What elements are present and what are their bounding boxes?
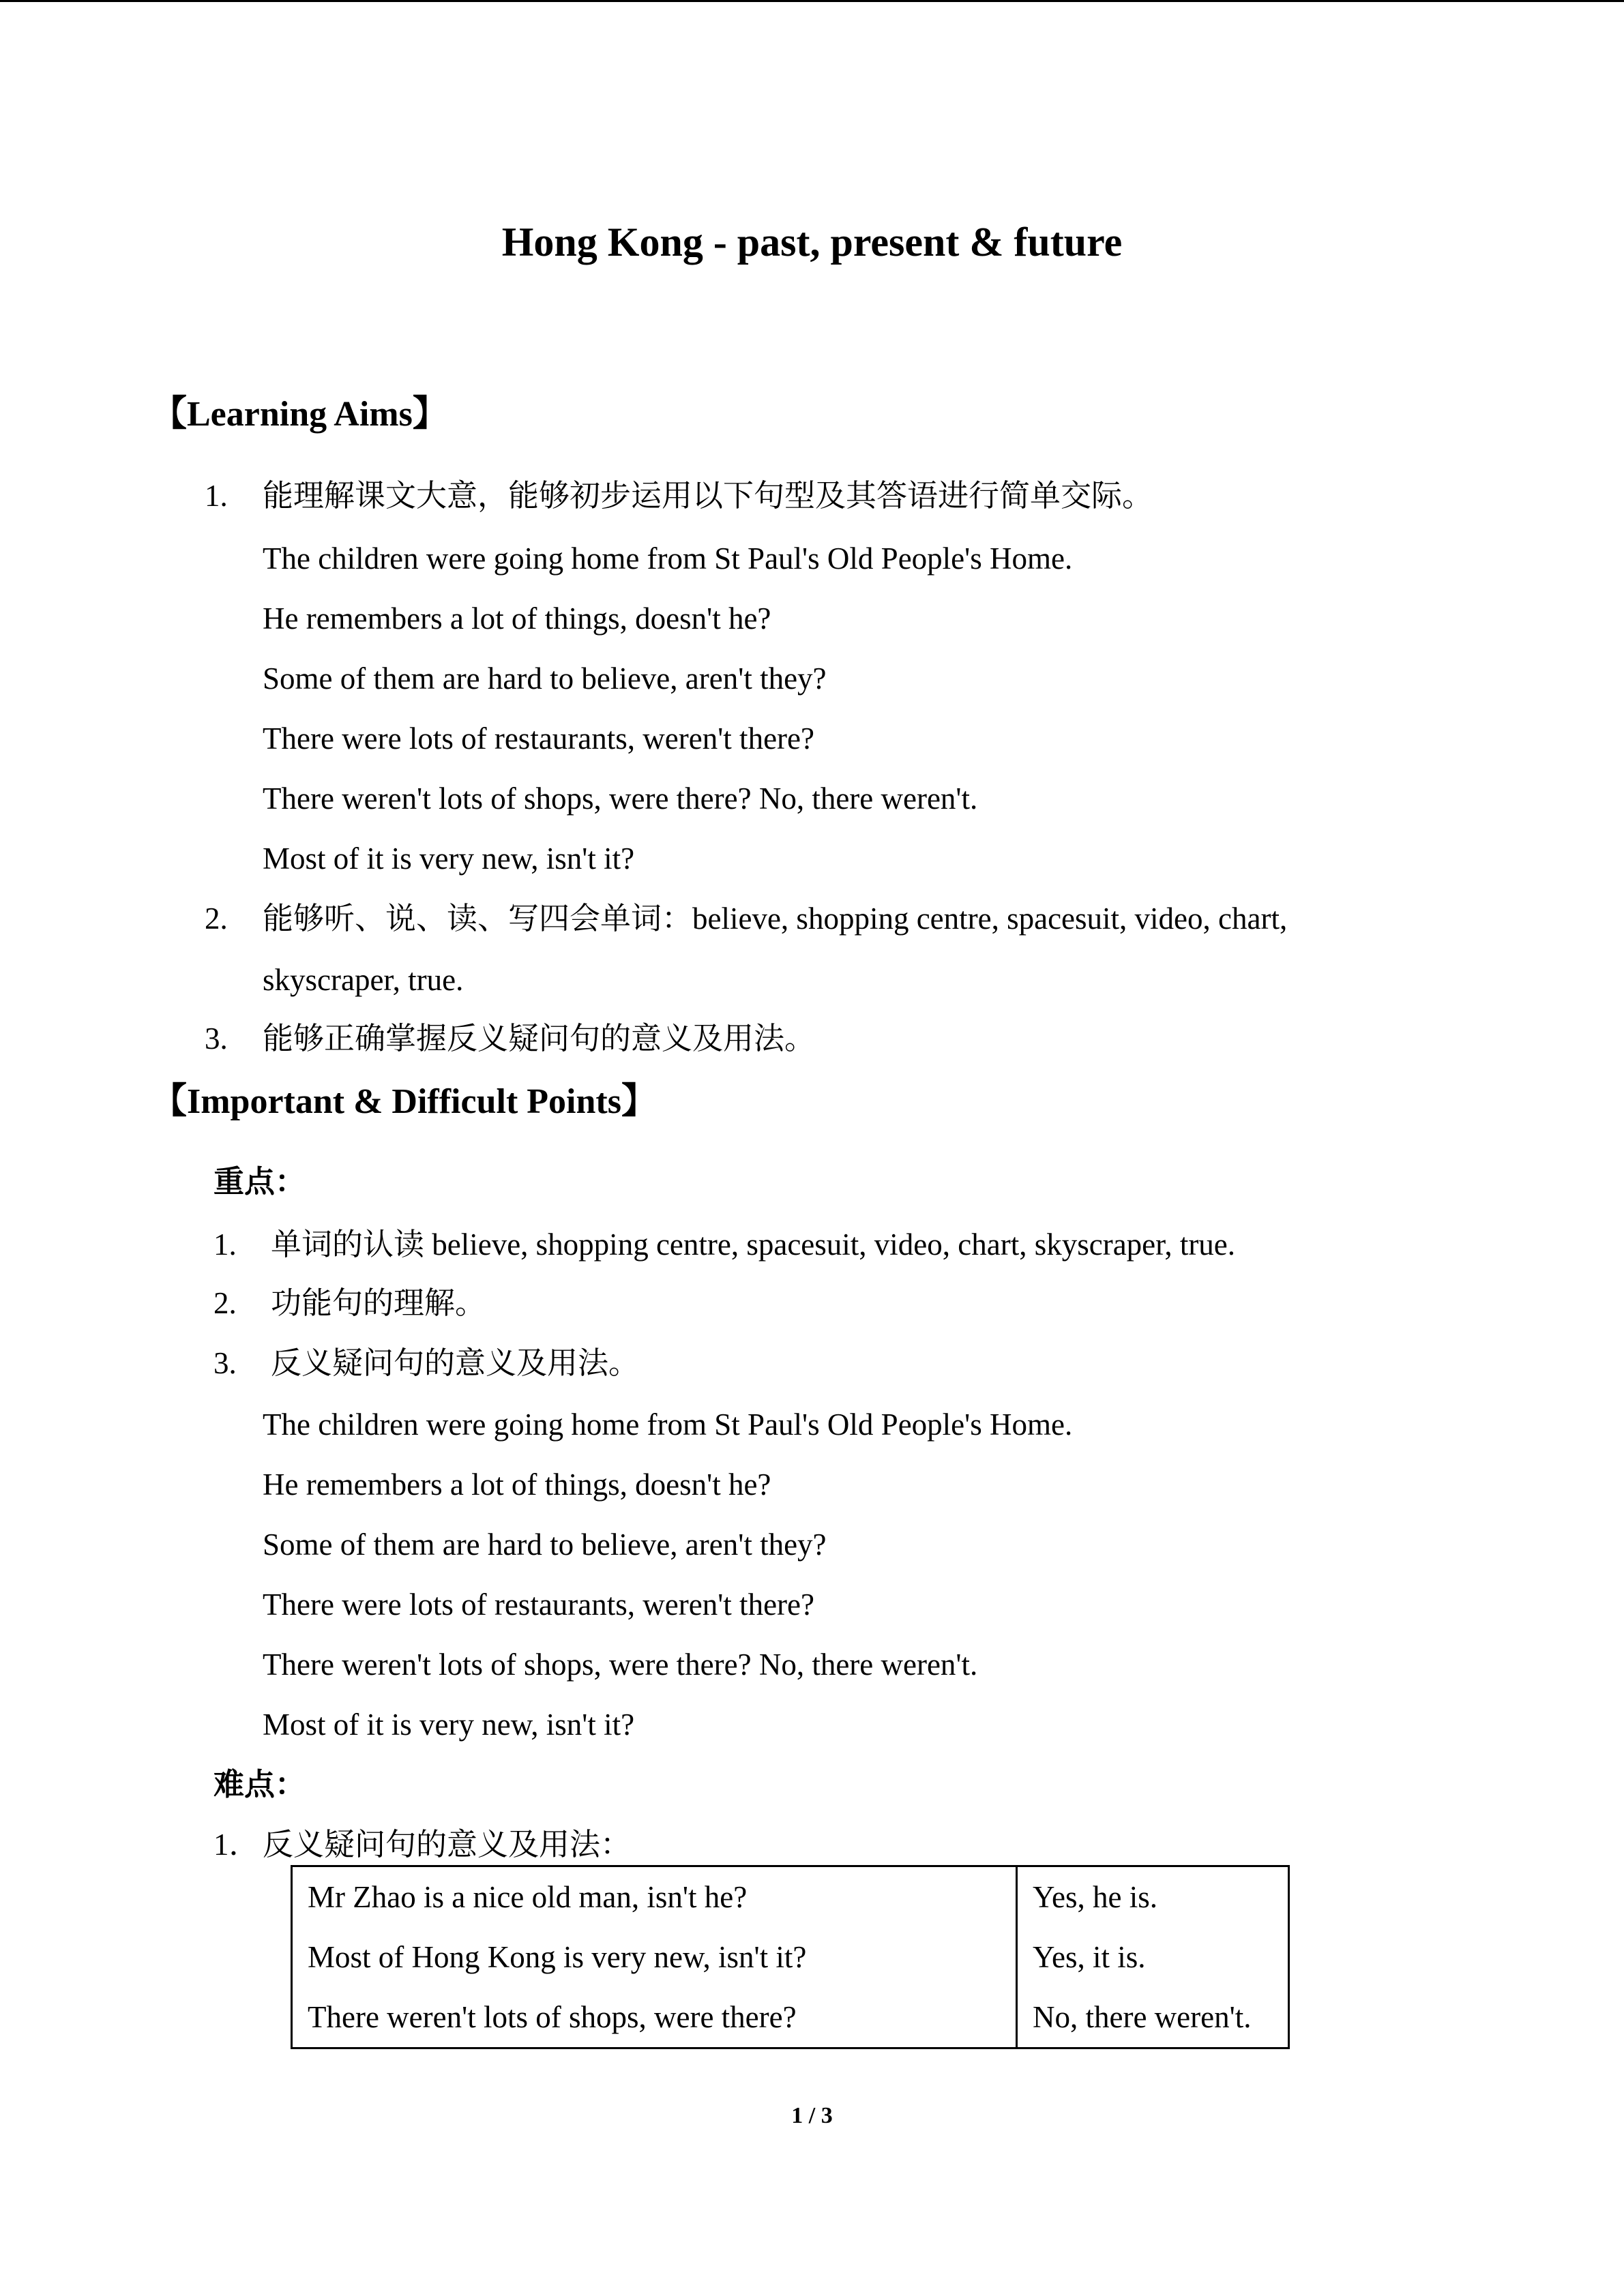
key-sentence: The children were going home from St Paul's Old People's Home. <box>263 1407 1073 1442</box>
learning-aims-heading: 【Learning Aims】 <box>151 395 448 434</box>
aim-1-sentence: Some of them are hard to believe, aren't they? <box>263 661 827 696</box>
aim-2-continuation: skyscraper, true. <box>263 963 464 997</box>
important-item-text: 单词的认读 believe, shopping centre, spacesuit, video, chart, skyscraper, true. <box>271 1227 1236 1262</box>
difficult-item-text: 反义疑问句的意义及用法： <box>263 1828 632 1862</box>
aim-1-sentence: The children were going home from St Paul's Old People's Home. <box>263 541 1073 576</box>
page-number: 1 / 3 <box>791 2103 833 2128</box>
important-item-number: 1. <box>213 1227 237 1262</box>
table-question: Most of Hong Kong is very new, isn't it? <box>292 1927 1017 1987</box>
key-sentence: He remembers a lot of things, doesn't he? <box>263 1467 771 1502</box>
table-row <box>292 1927 1289 1987</box>
aim-1-text: 能理解课文大意，能够初步运用以下句型及其答语进行简单交际。 <box>263 479 1153 513</box>
tag-question-table <box>291 1865 1290 2049</box>
table-question: There weren't lots of shops, were there? <box>292 1987 1017 2048</box>
important-item-number: 2. <box>213 1286 237 1320</box>
table-row <box>292 1866 1289 1928</box>
important-item-text: 反义疑问句的意义及用法。 <box>271 1346 640 1380</box>
table-question: Mr Zhao is a nice old man, isn't he? <box>292 1866 1017 1928</box>
key-sentence: There weren't lots of shops, were there? No, there weren't. <box>263 1648 978 1682</box>
aim-1-sentence: There weren't lots of shops, were there? No, there weren't. <box>263 781 978 816</box>
table-answer: No, there weren't. <box>1017 1987 1289 2048</box>
key-points-heading: 【Important & Difficult Points】 <box>151 1082 657 1121</box>
aim-1-sentence: Most of it is very new, isn't it? <box>263 841 635 876</box>
key-sentence: Most of it is very new, isn't it? <box>263 1708 635 1742</box>
table-row <box>292 1987 1289 2048</box>
aim-1-sentence: He remembers a lot of things, doesn't he? <box>263 601 771 636</box>
aim-2-text: 能够听、说、读、写四会单词：believe, shopping centre, spacesuit, video, chart, <box>263 901 1288 936</box>
key-sentence: Some of them are hard to believe, aren't they? <box>263 1527 827 1562</box>
aim-2-number: 2. <box>205 901 228 936</box>
difficult-item-number: 1． <box>213 1828 260 1862</box>
important-item-text: 功能句的理解。 <box>271 1286 486 1320</box>
table-answer: Yes, it is. <box>1017 1927 1289 1987</box>
table-answer: Yes, he is. <box>1017 1866 1289 1928</box>
aim-3-text: 能够正确掌握反义疑问句的意义及用法。 <box>263 1022 816 1056</box>
important-label: 重点： <box>213 1165 306 1199</box>
difficult-label: 难点： <box>213 1768 306 1802</box>
page-title: Hong Kong - past, present & future <box>501 220 1123 265</box>
aim-3-number: 3. <box>205 1022 228 1056</box>
key-sentence: There were lots of restaurants, weren't there? <box>263 1587 814 1622</box>
aim-1-number: 1. <box>205 479 228 513</box>
important-item-number: 3. <box>213 1346 237 1380</box>
aim-1-sentence: There were lots of restaurants, weren't there? <box>263 721 814 756</box>
